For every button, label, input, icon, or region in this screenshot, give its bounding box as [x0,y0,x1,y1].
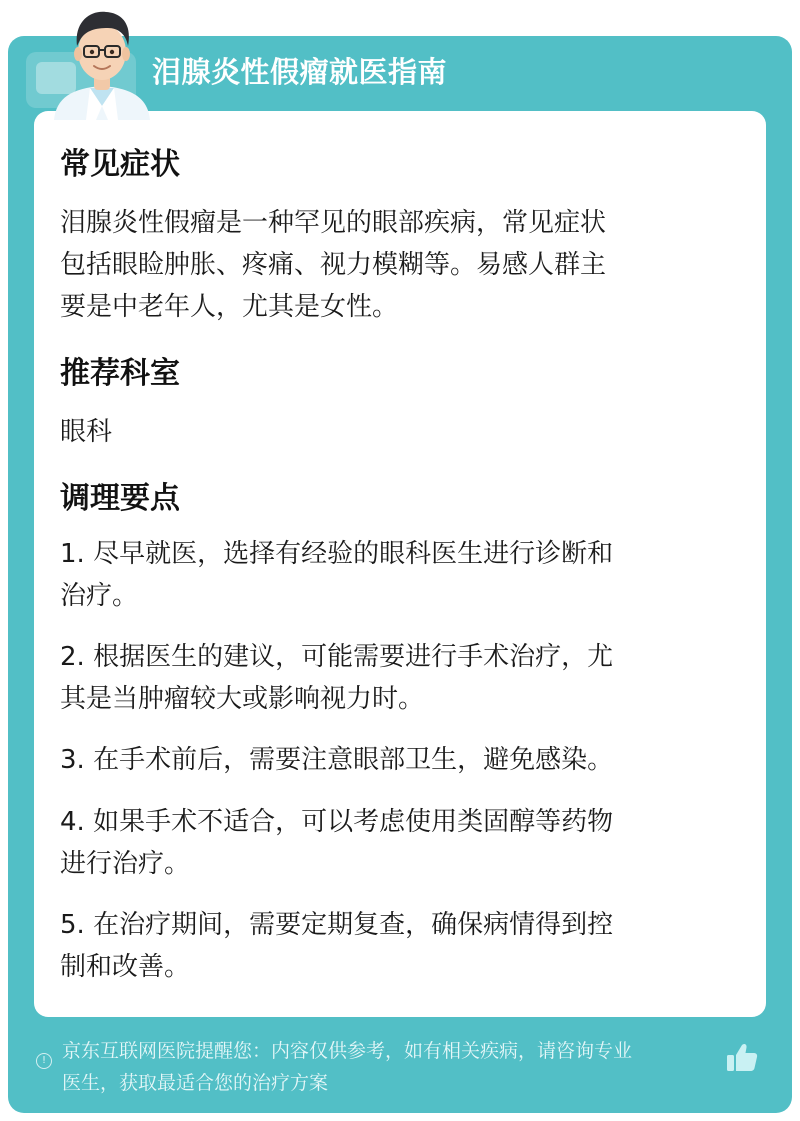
disclaimer-line: 医生，获取最适合您的治疗方案 [62,1072,329,1094]
care-item-line: 治疗。 [60,581,139,611]
care-item-line: 制和改善。 [60,952,191,982]
symptoms-line: 要是中老年人，尤其是女性。 [60,292,399,322]
doctor-avatar [52,6,152,120]
care-item-line: 5. 在治疗期间，需要定期复查，确保病情得到控 [60,910,614,940]
care-item [60,801,730,885]
symptoms-line: 包括眼睑肿胀、疼痛、视力模糊等。易感人群主 [60,250,607,280]
care-item-line: 3. 在手术前后，需要注意眼部卫生，避免感染。 [60,745,614,775]
section-title-symptoms: 常见症状 [60,147,180,182]
department-value: 眼科 [60,417,113,447]
care-item [60,533,730,617]
section-title-department: 推荐科室 [60,356,180,391]
content-card [34,111,766,1017]
care-item-line: 进行治疗。 [60,849,191,879]
care-item-line: 2. 根据医生的建议，可能需要进行手术治疗，尤 [60,642,614,672]
symptoms-text [60,202,730,328]
disclaimer-text [62,1035,727,1099]
page-title: 泪腺炎性假瘤就医指南 [152,55,448,89]
care-item [60,739,730,781]
care-item [60,904,730,988]
care-item-line: 1. 尽早就医，选择有经验的眼科医生进行诊断和 [60,539,614,569]
care-item-line: 4. 如果手术不适合，可以考虑使用类固醇等药物 [60,807,614,837]
disclaimer-line: 京东互联网医院提醒您：内容仅供参考，如有相关疾病，请咨询专业 [62,1040,633,1062]
thumbs-up-icon[interactable] [724,1040,760,1076]
info-icon: ! [36,1053,52,1069]
symptoms-line: 泪腺炎性假瘤是一种罕见的眼部疾病，常见症状 [60,208,607,238]
care-item [60,636,730,720]
care-item-line: 其是当肿瘤较大或影响视力时。 [60,684,425,714]
guide-panel [8,36,792,1113]
section-title-care: 调理要点 [60,481,180,516]
